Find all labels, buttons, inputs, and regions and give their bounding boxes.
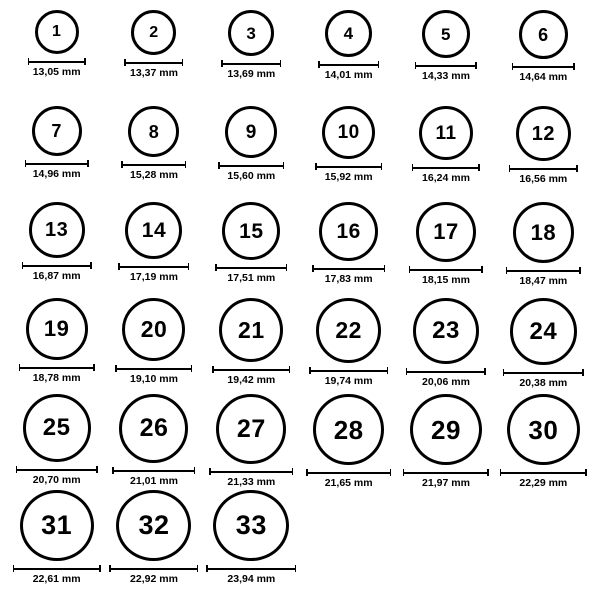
ring-diameter-measure [306, 469, 391, 490]
ring-size-cell [105, 394, 202, 490]
ring-diameter-measure [318, 61, 379, 82]
ring-circle [507, 394, 580, 465]
ring-size-cell [495, 10, 592, 106]
ring-size-number: 13 [45, 219, 69, 241]
ring-size-number: 32 [138, 510, 170, 541]
ring-circle [219, 298, 283, 362]
measure-bar-icon [218, 162, 284, 169]
ring-diameter-measure [315, 163, 382, 184]
ring-circle [313, 394, 384, 465]
ring-size-cell [397, 10, 494, 106]
ring-diameter-measure [209, 468, 293, 489]
measure-line [16, 469, 98, 471]
ring-size-cell [397, 394, 494, 490]
measure-line [506, 270, 581, 272]
ring-size-cell [300, 106, 397, 202]
measure-line [209, 471, 293, 473]
ring-circle [419, 106, 473, 160]
ring-size-number: 10 [337, 122, 360, 143]
ring-circle [222, 202, 280, 260]
measure-bar-icon [13, 565, 101, 572]
measure-bar-icon [306, 469, 391, 476]
ring-diameter-label: 19,10 mm [130, 373, 178, 385]
measure-bar-icon [118, 263, 189, 270]
ring-size-number: 28 [333, 414, 364, 445]
ring-size-number: 19 [43, 316, 70, 341]
ring-circle [131, 10, 176, 55]
ring-diameter-label: 14,33 mm [422, 70, 470, 82]
ring-circle [125, 202, 182, 259]
ring-diameter-label: 15,60 mm [227, 170, 276, 182]
ring-size-cell [105, 202, 202, 298]
ring-circle [513, 202, 574, 263]
ring-size-cell [8, 106, 105, 202]
measure-line [121, 164, 186, 166]
ring-size-number: 17 [433, 219, 459, 244]
ring-diameter-measure [121, 161, 186, 182]
ring-circle [213, 490, 289, 561]
measure-bar-icon [503, 369, 584, 376]
ring-size-number: 21 [238, 316, 265, 343]
ring-size-number: 25 [42, 414, 71, 441]
ring-circle [519, 10, 568, 59]
ring-diameter-measure [218, 162, 284, 183]
measure-bar-icon [25, 160, 89, 167]
measure-bar-icon [415, 62, 477, 69]
measure-bar-icon [309, 367, 388, 374]
ring-size-number: 9 [245, 121, 257, 143]
measure-bar-icon [312, 265, 385, 272]
ring-diameter-measure [503, 369, 584, 390]
ring-diameter-label: 14,01 mm [324, 69, 373, 81]
measure-line [25, 163, 89, 165]
ring-diameter-measure [415, 62, 477, 83]
measure-line [406, 371, 486, 373]
ring-diameter-label: 20,06 mm [422, 376, 470, 388]
ring-size-grid [8, 10, 592, 586]
ring-size-number: 22 [335, 317, 362, 343]
ring-size-cell [8, 202, 105, 298]
ring-size-cell [8, 10, 105, 106]
ring-circle [319, 202, 378, 261]
ring-circle [35, 10, 79, 54]
ring-diameter-label: 14,64 mm [519, 71, 568, 83]
ring-circle [128, 106, 179, 157]
ring-diameter-label: 13,37 mm [130, 67, 178, 79]
measure-line [215, 267, 287, 269]
ring-circle [516, 106, 571, 161]
ring-diameter-measure [118, 263, 189, 284]
ring-circle [20, 490, 94, 561]
measure-line [512, 66, 575, 68]
ring-diameter-label: 15,92 mm [324, 171, 373, 183]
ring-diameter-measure [403, 469, 489, 490]
measure-line [500, 472, 587, 474]
ring-size-cell [495, 202, 592, 298]
ring-size-cell [203, 106, 300, 202]
ring-circle [119, 394, 188, 463]
ring-diameter-label: 22,92 mm [130, 573, 178, 586]
ring-diameter-label: 21,97 mm [422, 477, 470, 490]
measure-line [19, 367, 95, 369]
measure-bar-icon [215, 264, 287, 271]
ring-diameter-measure [412, 164, 480, 185]
measure-bar-icon [318, 61, 379, 68]
measure-line [503, 372, 584, 374]
ring-size-cell [300, 202, 397, 298]
ring-diameter-measure [124, 59, 183, 80]
ring-diameter-measure [28, 58, 86, 79]
ring-size-cell [8, 298, 105, 394]
measure-line [218, 165, 284, 167]
ring-diameter-measure [309, 367, 388, 388]
measure-line [412, 167, 480, 169]
ring-size-cell [300, 298, 397, 394]
measure-line [509, 168, 578, 170]
measure-bar-icon [315, 163, 382, 170]
ring-diameter-measure [112, 467, 195, 488]
ring-size-number: 5 [441, 24, 451, 44]
ring-diameter-label: 16,24 mm [422, 172, 470, 184]
measure-line [109, 568, 198, 570]
measure-bar-icon [16, 466, 98, 473]
ring-circle [216, 394, 286, 464]
measure-bar-icon [124, 59, 183, 66]
ring-diameter-measure [13, 565, 101, 586]
ring-diameter-measure [512, 63, 575, 84]
ring-diameter-measure [221, 60, 281, 81]
ring-size-cell [8, 394, 105, 490]
ring-size-number: 20 [140, 316, 168, 342]
ring-diameter-measure [109, 565, 198, 586]
measure-line [212, 369, 290, 371]
ring-diameter-label: 13,69 mm [227, 68, 276, 80]
ring-diameter-measure [409, 266, 483, 287]
ring-size-cell [495, 394, 592, 490]
ring-circle [23, 394, 91, 462]
measure-line [112, 470, 195, 472]
ring-diameter-label: 16,56 mm [519, 173, 568, 185]
measure-line [206, 568, 296, 570]
ring-diameter-label: 17,83 mm [324, 273, 373, 285]
ring-diameter-label: 15,28 mm [130, 169, 178, 181]
measure-bar-icon [500, 469, 587, 476]
measure-bar-icon [109, 565, 198, 572]
ring-size-number: 15 [239, 219, 264, 243]
ring-size-cell [203, 10, 300, 106]
ring-diameter-label: 13,05 mm [32, 66, 81, 78]
ring-diameter-measure [509, 165, 578, 186]
measure-bar-icon [209, 468, 293, 475]
ring-size-cell [397, 106, 494, 202]
ring-size-number: 31 [41, 510, 73, 541]
ring-diameter-label: 19,74 mm [324, 375, 373, 387]
ring-circle [322, 106, 375, 159]
ring-size-cell [397, 202, 494, 298]
measure-bar-icon [212, 366, 290, 373]
ring-diameter-label: 16,87 mm [32, 270, 81, 282]
ring-circle [26, 298, 88, 360]
measure-bar-icon [406, 368, 486, 375]
ring-circle [225, 106, 277, 158]
ring-diameter-label: 20,70 mm [32, 474, 81, 486]
ring-size-number: 4 [343, 24, 354, 43]
measure-line [22, 265, 92, 267]
measure-line [415, 65, 477, 67]
ring-size-cell [300, 10, 397, 106]
ring-circle [510, 298, 577, 365]
measure-bar-icon [112, 467, 195, 474]
ring-size-number: 27 [236, 414, 266, 443]
ring-diameter-measure [22, 262, 92, 283]
measure-bar-icon [28, 58, 86, 65]
ring-circle [410, 394, 482, 465]
ring-diameter-measure [406, 368, 486, 389]
ring-size-number: 2 [149, 23, 159, 41]
ring-size-number: 30 [528, 414, 559, 445]
ring-size-cell [105, 490, 202, 586]
ring-diameter-measure [115, 365, 192, 386]
ring-circle [29, 202, 85, 258]
ring-diameter-measure [500, 469, 587, 490]
ring-size-cell [105, 10, 202, 106]
ring-size-number: 7 [51, 121, 62, 141]
measure-bar-icon [19, 364, 95, 371]
measure-bar-icon [22, 262, 92, 269]
measure-bar-icon [121, 161, 186, 168]
ring-size-cell [203, 298, 300, 394]
ring-size-number: 23 [432, 317, 460, 344]
measure-bar-icon [115, 365, 192, 372]
measure-bar-icon [506, 267, 581, 274]
ring-diameter-label: 18,78 mm [32, 372, 81, 384]
measure-bar-icon [206, 565, 296, 572]
measure-line [221, 63, 281, 65]
ring-diameter-label: 22,29 mm [519, 477, 568, 490]
ring-diameter-label: 21,65 mm [324, 477, 373, 489]
ring-circle [122, 298, 185, 361]
ring-size-number: 18 [530, 219, 557, 245]
ring-size-cell [8, 490, 105, 586]
ring-circle [325, 10, 372, 57]
measure-bar-icon [509, 165, 578, 172]
ring-size-cell [203, 490, 300, 586]
measure-bar-icon [412, 164, 480, 171]
ring-circle [422, 10, 470, 58]
ring-diameter-label: 14,96 mm [32, 168, 81, 180]
ring-size-number: 33 [235, 510, 267, 541]
ring-diameter-measure [312, 265, 385, 286]
ring-diameter-label: 21,33 mm [227, 476, 276, 488]
measure-line [409, 269, 483, 271]
measure-bar-icon [409, 266, 483, 273]
ring-size-number: 8 [148, 121, 160, 142]
ring-circle [316, 298, 381, 363]
ring-size-number: 24 [529, 317, 558, 345]
ring-diameter-measure [206, 565, 296, 586]
ring-diameter-measure [215, 264, 287, 285]
measure-bar-icon [221, 60, 281, 67]
measure-line [318, 64, 379, 66]
ring-size-cell [105, 106, 202, 202]
measure-line [118, 266, 189, 268]
measure-bar-icon [512, 63, 575, 70]
measure-line [309, 370, 388, 372]
ring-diameter-measure [25, 160, 89, 181]
measure-line [315, 166, 382, 168]
measure-line [306, 472, 391, 474]
ring-diameter-label: 22,61 mm [32, 573, 81, 586]
ring-diameter-measure [506, 267, 581, 288]
ring-diameter-label: 21,01 mm [130, 475, 178, 487]
ring-size-cell [203, 202, 300, 298]
ring-circle [228, 10, 274, 56]
ring-diameter-label: 23,94 mm [227, 573, 276, 586]
ring-size-cell [495, 106, 592, 202]
ring-size-number: 1 [51, 23, 62, 40]
ring-size-cell [203, 394, 300, 490]
ring-size-number: 3 [246, 23, 257, 43]
measure-line [28, 61, 86, 63]
ring-size-number: 12 [531, 122, 555, 145]
measure-line [312, 268, 385, 270]
ring-diameter-label: 19,42 mm [227, 374, 276, 386]
ring-size-number: 26 [139, 414, 169, 442]
ring-size-number: 29 [431, 414, 461, 445]
ring-diameter-label: 20,38 mm [519, 377, 568, 389]
ring-size-cell [495, 298, 592, 394]
measure-line [13, 568, 101, 570]
ring-diameter-measure [19, 364, 95, 385]
ring-circle [416, 202, 476, 262]
ring-size-cell [397, 298, 494, 394]
measure-line [124, 62, 183, 64]
ring-circle [116, 490, 191, 561]
ring-size-number: 11 [435, 122, 457, 144]
ring-size-number: 14 [141, 219, 167, 242]
ring-diameter-measure [212, 366, 290, 387]
ring-diameter-label: 17,51 mm [227, 272, 276, 284]
measure-line [403, 472, 489, 474]
measure-bar-icon [403, 469, 489, 476]
ring-diameter-label: 18,47 mm [519, 275, 568, 287]
ring-diameter-measure [16, 466, 98, 487]
ring-size-cell [105, 298, 202, 394]
ring-diameter-label: 18,15 mm [422, 274, 470, 286]
ring-circle [413, 298, 479, 364]
ring-size-cell [300, 394, 397, 490]
ring-circle [32, 106, 82, 156]
ring-size-number: 6 [538, 24, 549, 45]
ring-size-number: 16 [336, 220, 361, 243]
measure-line [115, 368, 192, 370]
ring-diameter-label: 17,19 mm [130, 271, 178, 283]
